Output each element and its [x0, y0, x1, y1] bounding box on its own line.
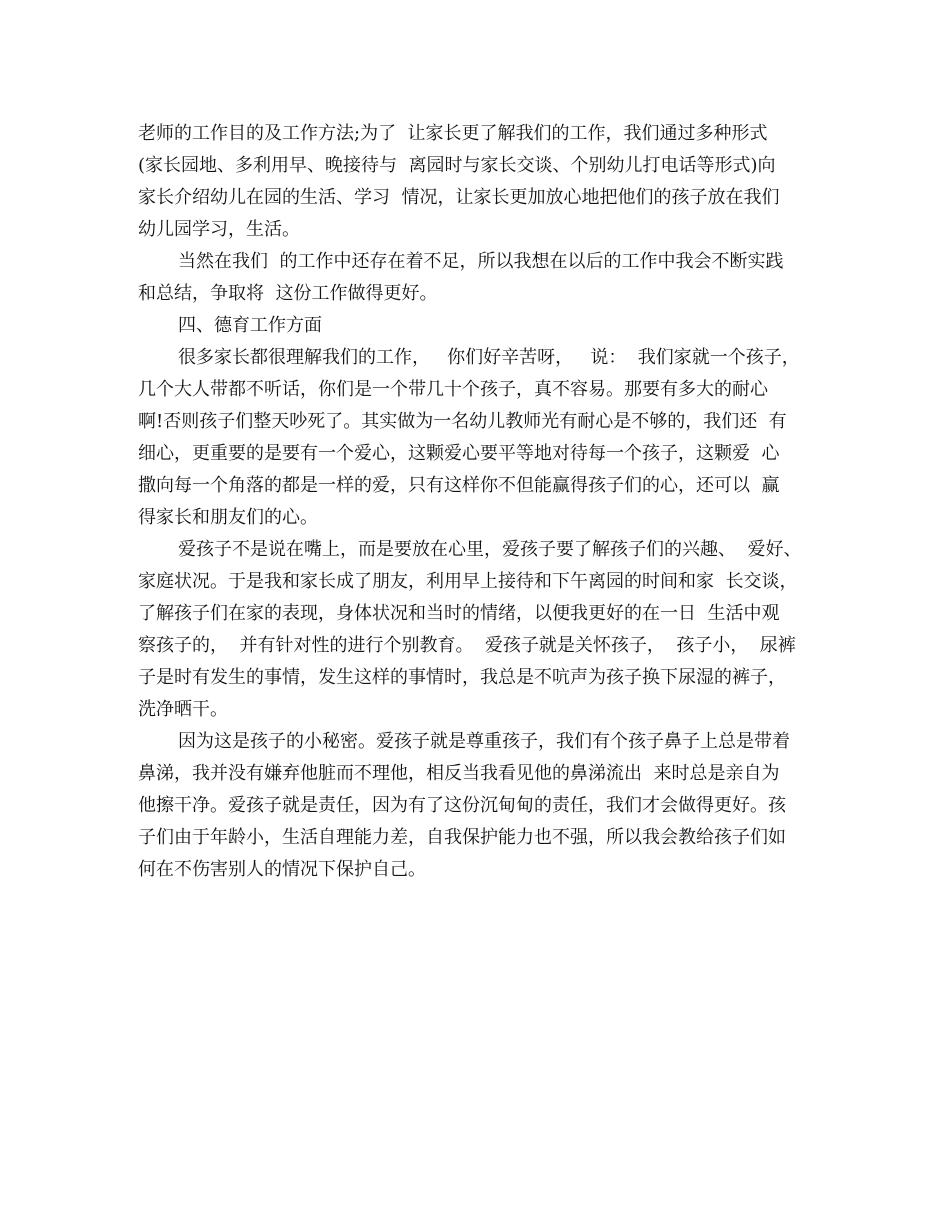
text-line: 当然在我们 的工作中还存在着不足，所以我想在以后的工作中我会不断实践	[178, 251, 784, 272]
text-line: 因为这是孩子的小秘密。爱孩子就是尊重孩子，我们有个孩子鼻子上总是带着	[178, 731, 790, 752]
text-line: 子们由于年龄小，生活自理能力差，自我保护能力也不强，所以我会教给孩子们如	[138, 827, 786, 848]
text-line: 幼儿园学习，生活。	[138, 219, 300, 240]
text-line: 几个大人带都不听话，你们是一个带几十个孩子，真不容易。那要有多大的耐心	[138, 379, 768, 400]
text-line: 四、德育工作方面	[178, 315, 322, 336]
text-line: 撒向每一个角落的都是一样的爱，只有这样你不但能赢得孩子们的心，还可以 赢	[138, 475, 780, 496]
text-line: 很多家长都很理解我们的工作， 你们好辛苦呀， 说： 我们家就一个孩子，	[178, 347, 800, 368]
text-line: 和总结，争取将 这份工作做得更好。	[138, 283, 438, 304]
text-line: 爱孩子不是说在嘴上，而是要放在心里，爱孩子要了解孩子们的兴趣、 爱好、	[178, 539, 802, 560]
text-line: 何在不伤害别人的情况下保护自己。	[138, 859, 426, 880]
text-line: 家庭状况。于是我和家长成了朋友，利用早上接待和下午离园的时间和家 长交谈，	[138, 571, 798, 592]
document-body	[138, 118, 828, 886]
text-line: 察孩子的， 并有针对性的进行个别教育。 爱孩子就是关怀孩子， 孩子小， 尿裤	[138, 635, 796, 656]
text-line: 细心，更重要的是要有一个爱心，这颗爱心要平等地对待每一个孩子，这颗爱 心	[138, 443, 780, 464]
text-line: 鼻涕，我并没有嫌弃他脏而不理他，相反当我看见他的鼻涕流出 来时总是亲自为	[138, 763, 780, 784]
text-line: 老师的工作目的及工作方法;为了 让家长更了解我们的工作，我们通过多种形式	[138, 123, 768, 144]
text-line: (家长园地、多利用早、晚接待与 离园时与家长交谈、个别幼儿打电话等形式)向	[138, 155, 776, 176]
text-line: 子是时有发生的事情，发生这样的事情时，我总是不吭声为孩子换下尿湿的裤子，	[138, 667, 786, 688]
text-line: 得家长和朋友们的心。	[138, 507, 318, 528]
text-line: 啊!否则孩子们整天吵死了。其实做为一名幼儿教师光有耐心是不够的，我们还 有	[138, 411, 787, 432]
text-line: 他擦干净。爱孩子就是责任，因为有了这份沉甸甸的责任，我们才会做得更好。孩	[138, 795, 786, 816]
text-line: 了解孩子们在家的表现，身体状况和当时的情绪，以便我更好的在一日 生活中观	[138, 603, 780, 624]
text-line: 家长介绍幼儿在园的生活、学习 情况，让家长更加放心地把他们的孩子放在我们	[138, 187, 780, 208]
text-line: 洗净晒干。	[138, 699, 228, 720]
